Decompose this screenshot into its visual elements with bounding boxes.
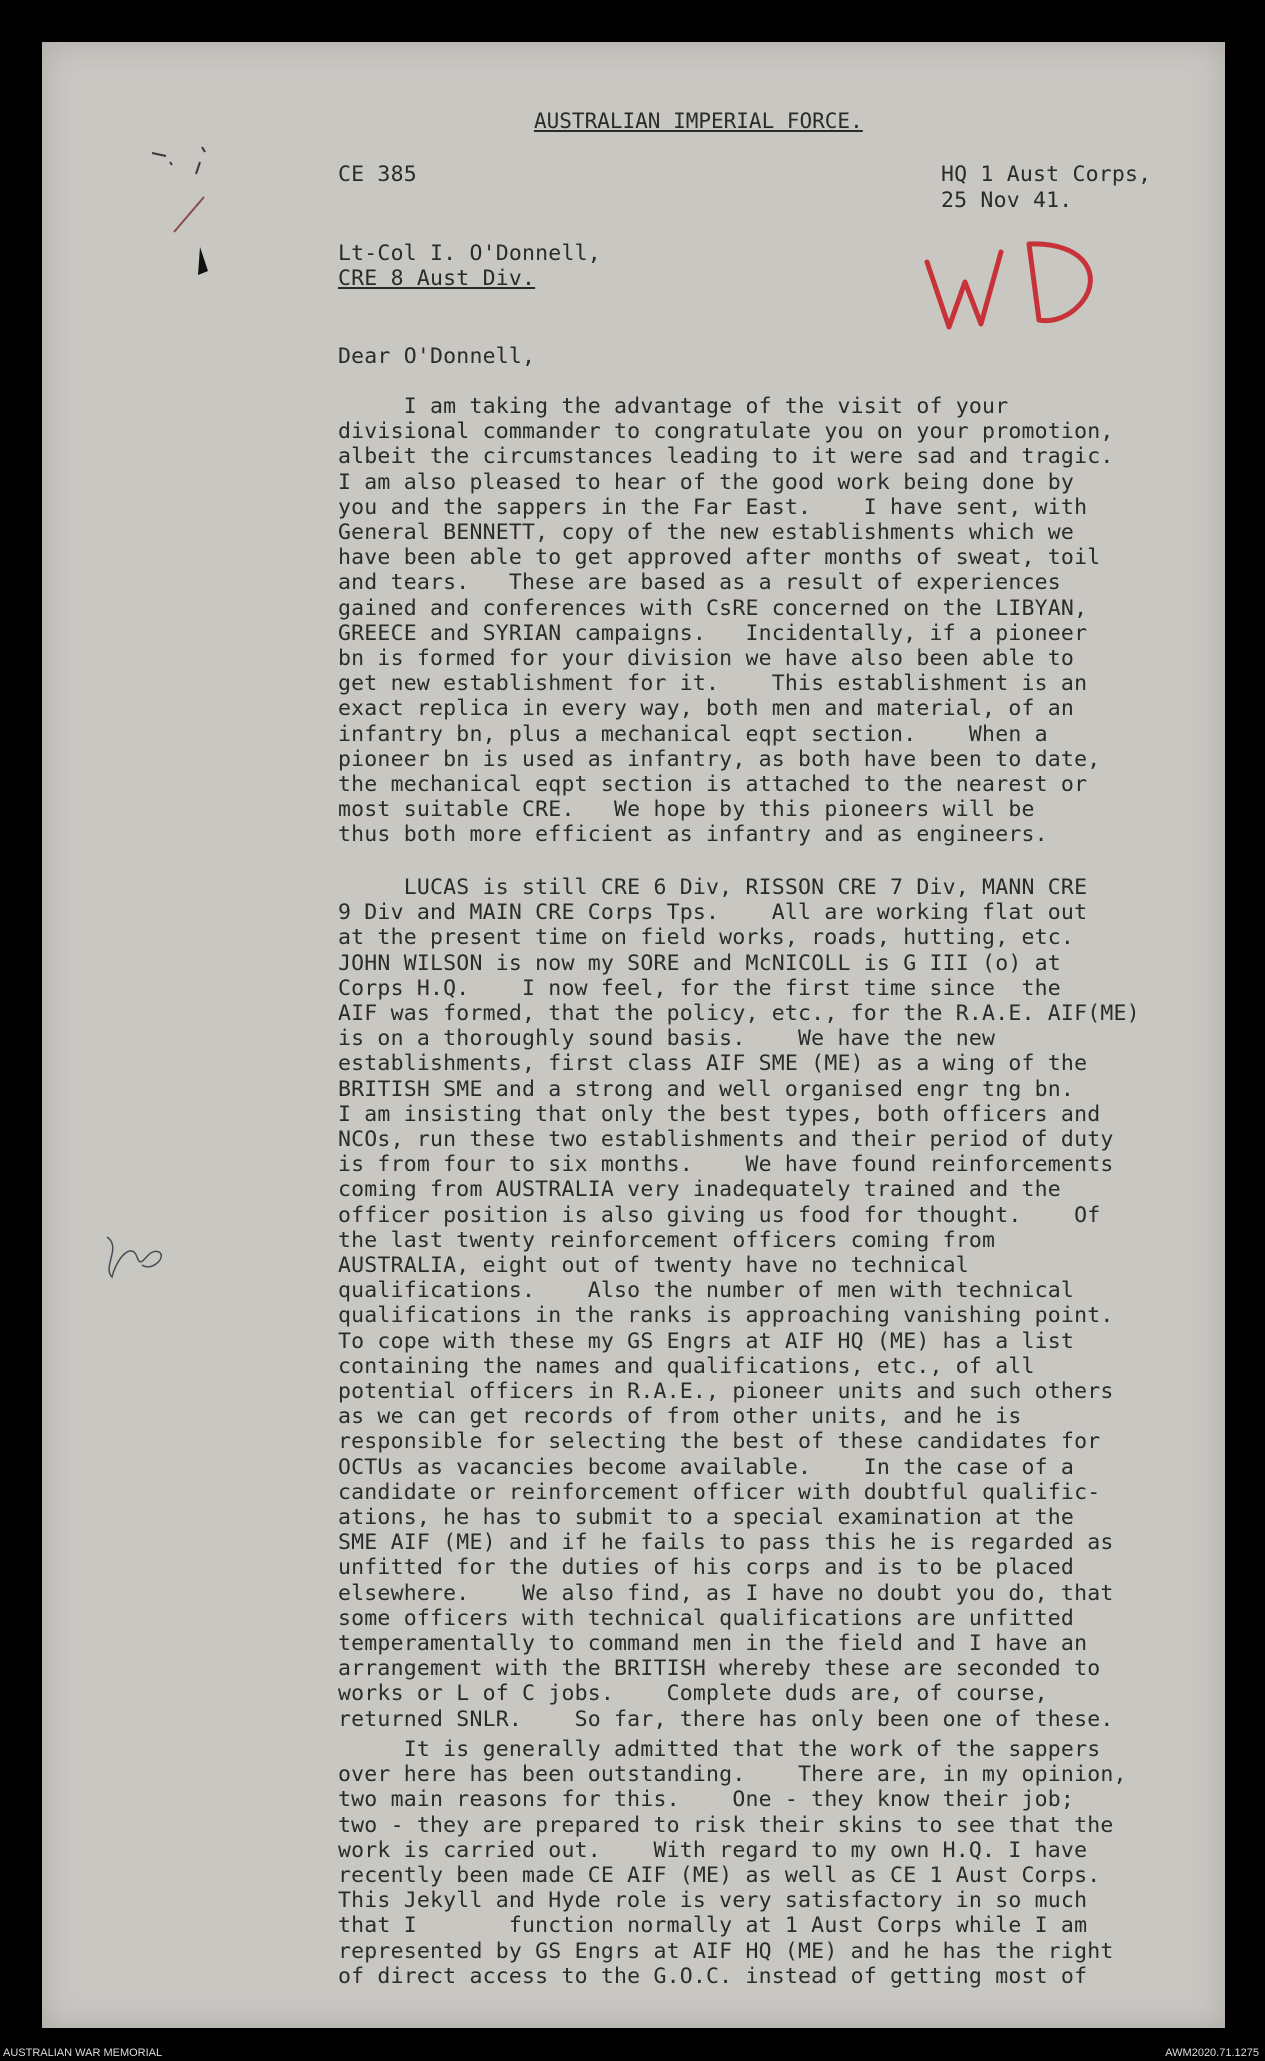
- paragraph-line: the mechanical eqpt section is attached to the nearest or: [338, 772, 1088, 797]
- paragraph-line: infantry bn, plus a mechanical eqpt section. When a: [338, 721, 1048, 747]
- paragraph-line: coming from AUSTRALIA very inadequately trained and the: [338, 1177, 1061, 1203]
- paragraph-line: officer position is also giving us food for thought. Of: [338, 1202, 1101, 1228]
- paragraph-line: as we can get records of from other units, and he is: [338, 1404, 1022, 1430]
- paragraph-line: AIF was formed, that the policy, etc., for the R.A.E. AIF(ME): [338, 1001, 1140, 1026]
- paragraph-line: of direct access to the G.O.C. instead of getting most of: [338, 1963, 1088, 1989]
- paragraph-line: ations, he has to submit to a special examination at the: [338, 1505, 1075, 1530]
- paragraph-line: the last twenty reinforcement officers coming from: [338, 1227, 996, 1253]
- paragraph-line: gained and conferences with CsRE concerned on the LIBYAN,: [338, 595, 1088, 621]
- paragraph-line: temperamentally to command men in the field and I have an: [338, 1631, 1088, 1656]
- paragraph-line: Corps H.Q. I now feel, for the first time since the: [338, 975, 1061, 1001]
- paragraph-line: candidate or reinforcement officer with doubtful qualific-: [338, 1479, 1101, 1505]
- paragraph-line: two - they are prepared to risk their skins to see that the: [338, 1812, 1114, 1838]
- paragraph-line: represented by GS Engrs at AIF HQ (ME) and he has the right: [338, 1938, 1114, 1964]
- paragraph-line: AUSTRALIA, eight out of twenty have no technical: [338, 1253, 969, 1278]
- paragraph-line: arrangement with the BRITISH whereby these are seconded to: [338, 1656, 1101, 1682]
- paragraph-line: have been able to get approved after months of sweat, toil: [338, 545, 1101, 571]
- paragraph-line: GREECE and SYRIAN campaigns. Incidentally, if a pioneer: [338, 620, 1088, 646]
- paragraph-line: I am taking the advantage of the visit of your: [338, 394, 1009, 419]
- paragraph-line: I am also pleased to hear of the good work being done by: [338, 469, 1075, 495]
- paragraph-line: and tears. These are based as a result of experiences: [338, 570, 1061, 596]
- paragraph-line: returned SNLR. So far, there has only been one of these.: [338, 1706, 1114, 1732]
- paragraph-line: BRITISH SME and a strong and well organised engr tng bn.: [338, 1076, 1075, 1102]
- paragraph-line: exact replica in every way, both men and material, of an: [338, 696, 1075, 722]
- paragraph-line: unfitted for the duties of his corps and is to be placed: [338, 1555, 1075, 1581]
- paragraph-line: two main reasons for this. One - they know their job;: [338, 1787, 1075, 1813]
- margin-ink-marks: [142, 137, 262, 287]
- margin-initials-scribble: [97, 1227, 172, 1287]
- paragraph-line: most suitable CRE. We hope by this pioneers will be: [338, 797, 1035, 823]
- paragraph-line: establishments, first class AIF SME (ME) as a wing of the: [338, 1051, 1088, 1077]
- paragraph-line: qualifications. Also the number of men with technical: [338, 1278, 1075, 1304]
- paragraph-line: It is generally admitted that the work of the sappers: [338, 1737, 1101, 1762]
- handwritten-wd-annotation: [917, 232, 1117, 342]
- recipient-name: Lt-Col I. O'Donnell,: [338, 241, 601, 266]
- paragraph-line: get new establishment for it. This establishment is an: [338, 671, 1088, 697]
- paragraph-line: bn is formed for your division we have also been able to: [338, 646, 1075, 671]
- sender-address: HQ 1 Aust Corps,: [941, 162, 1152, 187]
- letter-date: 25 Nov 41.: [941, 188, 1073, 213]
- paragraph-line: that I function normally at 1 Aust Corps while I am: [338, 1913, 1088, 1939]
- paragraph-line: elsewhere. We also find, as I have no doubt you do, that: [338, 1580, 1114, 1606]
- paragraph-line: some officers with technical qualifications are unfitted: [338, 1605, 1075, 1631]
- paragraph-line: at the present time on field works, roads, hutting, etc.: [338, 925, 1075, 951]
- paragraph-line: responsible for selecting the best of these candidates for: [338, 1429, 1101, 1455]
- paragraph-line: recently been made CE AIF (ME) as well as CE 1 Aust Corps.: [338, 1863, 1101, 1888]
- footer-catalogue-number: AWM2020.71.1275: [1165, 2047, 1259, 2059]
- paragraph-line: works or L of C jobs. Complete duds are, of course,: [338, 1681, 1048, 1707]
- footer-archive-name: AUSTRALIAN WAR MEMORIAL: [3, 2047, 163, 2059]
- paragraph-line: divisional commander to congratulate you on your promotion,: [338, 419, 1114, 445]
- letter-page: [42, 42, 1225, 2028]
- paragraph-line: NCOs, run these two establishments and their period of duty: [338, 1127, 1114, 1152]
- paragraph-line: potential officers in R.A.E., pioneer units and such others: [338, 1379, 1114, 1404]
- paragraph-line: qualifications in the ranks is approaching vanishing point.: [338, 1303, 1114, 1329]
- letter-heading: AUSTRALIAN IMPERIAL FORCE.: [534, 109, 863, 133]
- paragraph-line: is on a thoroughly sound basis. We have the new: [338, 1026, 996, 1052]
- paragraph-line: thus both more efficient as infantry and as engineers.: [338, 822, 1048, 848]
- paragraph-line: To cope with these my GS Engrs at AIF HQ (ME) has a list: [338, 1328, 1075, 1354]
- paragraph-line: SME AIF (ME) and if he fails to pass this he is regarded as: [338, 1530, 1114, 1556]
- paragraph-line: work is carried out. With regard to my own H.Q. I have: [338, 1837, 1088, 1863]
- paragraph-line: over here has been outstanding. There are, in my opinion,: [338, 1762, 1127, 1788]
- paragraph-line: albeit the circumstances leading to it were sad and tragic.: [338, 444, 1114, 470]
- reference-number: CE 385: [338, 162, 417, 187]
- paragraph-line: pioneer bn is used as infantry, as both have been to date,: [338, 746, 1101, 772]
- recipient-unit: CRE 8 Aust Div.: [338, 266, 536, 291]
- paragraph-line: is from four to six months. We have found reinforcements: [338, 1152, 1114, 1178]
- paragraph-line: General BENNETT, copy of the new establishments which we: [338, 520, 1075, 545]
- salutation: Dear O'Donnell,: [338, 344, 536, 369]
- paragraph-line: LUCAS is still CRE 6 Div, RISSON CRE 7 Div, MANN CRE: [338, 875, 1088, 900]
- paragraph-line: 9 Div and MAIN CRE Corps Tps. All are working flat out: [338, 900, 1088, 926]
- paragraph-line: containing the names and qualifications, etc., of all: [338, 1353, 1035, 1379]
- paragraph-line: OCTUs as vacancies become available. In the case of a: [338, 1454, 1075, 1480]
- paragraph-line: This Jekyll and Hyde role is very satisfactory in so much: [338, 1888, 1088, 1914]
- paragraph-line: JOHN WILSON is now my SORE and McNICOLL is G III (o) at: [338, 950, 1061, 976]
- paragraph-line: you and the sappers in the Far East. I have sent, with: [338, 494, 1088, 520]
- paragraph-line: I am insisting that only the best types, both officers and: [338, 1101, 1101, 1127]
